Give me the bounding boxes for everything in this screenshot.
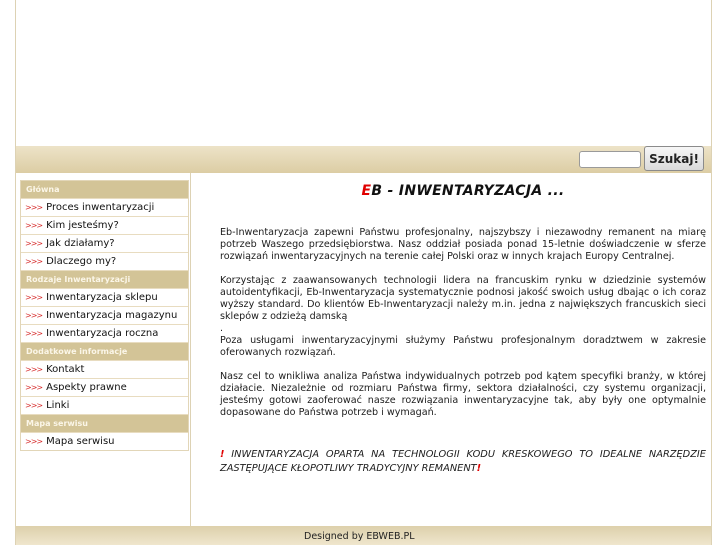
chevron-right-icon: >>> <box>25 365 43 374</box>
search-button[interactable]: Szukaj! <box>644 146 704 171</box>
title-first-letter: E <box>361 183 372 199</box>
sidebar-item-label: Dlaczego my? <box>46 256 117 267</box>
sidebar-item-aspekty-prawne[interactable] <box>21 378 188 396</box>
footer-credit: Designed by EBWEB.PL <box>304 531 415 542</box>
chevron-right-icon: >>> <box>25 293 43 302</box>
paragraph-technology: Korzystając z zaawansowanych technologii lidera na francuskim rynku w dziedzinie systemów autoidentyfikacji, Eb-Inwentaryzacja systematycznie podnosi jakość swoich usług dbając o ich coraz wyższy standard. Do klientów Eb-Inwentaryzacji należy m.in. jedna z największych francuskich sieci sklepów z odzieżą damską <box>220 275 706 322</box>
sidebar-item-label: Inwentaryzacja magazynu <box>46 310 178 321</box>
sidebar-item-label: Aspekty prawne <box>46 382 127 393</box>
chevron-right-icon: >>> <box>25 401 43 410</box>
sidebar-item-inwentaryzacja-magazynu[interactable] <box>21 306 188 324</box>
slogan <box>220 448 706 476</box>
paragraph-goal: Nasz cel to wnikliwa analiza Państwa indywidualnych potrzeb pod kątem specyfiki branży, w której działacie. Niezależnie od rozmiaru Państwa firmy, sektora działalności, czy systemu organizacji, jesteśmy gotowi zaoferować nasze rozwiązania inwentaryzacyjne tak, aby były one optymalnie dopasowane do Państwa potrzeb i wymagań. <box>220 371 706 418</box>
page-frame <box>15 0 712 545</box>
sidebar-item-label: Kontakt <box>46 364 85 375</box>
sidebar-item-inwentaryzacja-sklepu[interactable] <box>21 288 188 306</box>
header-banner <box>16 0 711 146</box>
chevron-right-icon: >>> <box>25 311 43 320</box>
search-input[interactable] <box>579 151 641 168</box>
menu-section-glowna: Główna <box>21 181 188 198</box>
sidebar-item-label: Inwentaryzacja sklepu <box>46 292 158 303</box>
search-bar <box>16 146 711 173</box>
exclamation-icon: ! <box>220 449 225 460</box>
page-title <box>220 183 706 203</box>
exclamation-icon: ! <box>476 463 482 474</box>
sidebar-item-mapa-serwisu[interactable] <box>21 432 188 450</box>
sidebar-item-proces-inwentaryzacji[interactable] <box>21 198 188 216</box>
chevron-right-icon: >>> <box>25 329 43 338</box>
slogan-text: INWENTARYZACJA OPARTA NA TECHNOLOGII KODU KRESKOWEGO TO IDEALNE NARZĘDZIE ZASTĘPUJĄCE KŁOPOTLIWY TRADYCYJNY REMANENT <box>220 449 706 474</box>
sidebar-item-label: Proces inwentaryzacji <box>46 202 155 213</box>
sidebar <box>16 173 191 526</box>
sidebar-item-label: Kim jesteśmy? <box>46 220 119 231</box>
sidebar-item-label: Mapa serwisu <box>46 436 115 447</box>
sidebar-menu <box>20 180 189 451</box>
menu-section-dodatkowe: Dodatkowe informacje <box>21 342 188 360</box>
chevron-right-icon: >>> <box>25 203 43 212</box>
sidebar-item-label: Jak działamy? <box>46 238 115 249</box>
sidebar-item-label: Inwentaryzacja roczna <box>46 328 159 339</box>
paragraph-intro: Eb-Inwentaryzacja zapewni Państwu profesjonalny, najszybszy i niezawodny remanent na miarę potrzeb Waszego przedsiębiorstwa. Nasz oddział posiada ponad 15-letnie doświadczenie w sferze rozwiązań inwentaryzacyjnych na terenie całej Polski oraz w innych krajach Europy Centralnej. <box>220 227 706 262</box>
menu-section-rodzaje: Rodzaje Inwentaryzacji <box>21 270 188 288</box>
chevron-right-icon: >>> <box>25 437 43 446</box>
sidebar-item-label: Linki <box>46 400 70 411</box>
chevron-right-icon: >>> <box>25 239 43 248</box>
sidebar-item-linki[interactable] <box>21 396 188 414</box>
menu-section-mapa: Mapa serwisu <box>21 414 188 432</box>
sidebar-item-jak-dzialamy[interactable] <box>21 234 188 252</box>
sidebar-item-inwentaryzacja-roczna[interactable] <box>21 324 188 342</box>
sidebar-item-kontakt[interactable] <box>21 360 188 378</box>
footer <box>16 526 711 545</box>
title-rest: B - INWENTARYZACJA ... <box>371 183 565 199</box>
main-content <box>220 173 706 476</box>
chevron-right-icon: >>> <box>25 221 43 230</box>
chevron-right-icon: >>> <box>25 383 43 392</box>
chevron-right-icon: >>> <box>25 257 43 266</box>
sidebar-item-dlaczego-my[interactable] <box>21 252 188 270</box>
sidebar-item-kim-jestesmy[interactable] <box>21 216 188 234</box>
paragraph-separator: . <box>220 323 224 334</box>
paragraph-consulting: Poza usługami inwentaryzacyjnymi służymy Państwu profesjonalnym doradztwem w zakresie oferowanych rozwiązań. <box>220 335 706 358</box>
